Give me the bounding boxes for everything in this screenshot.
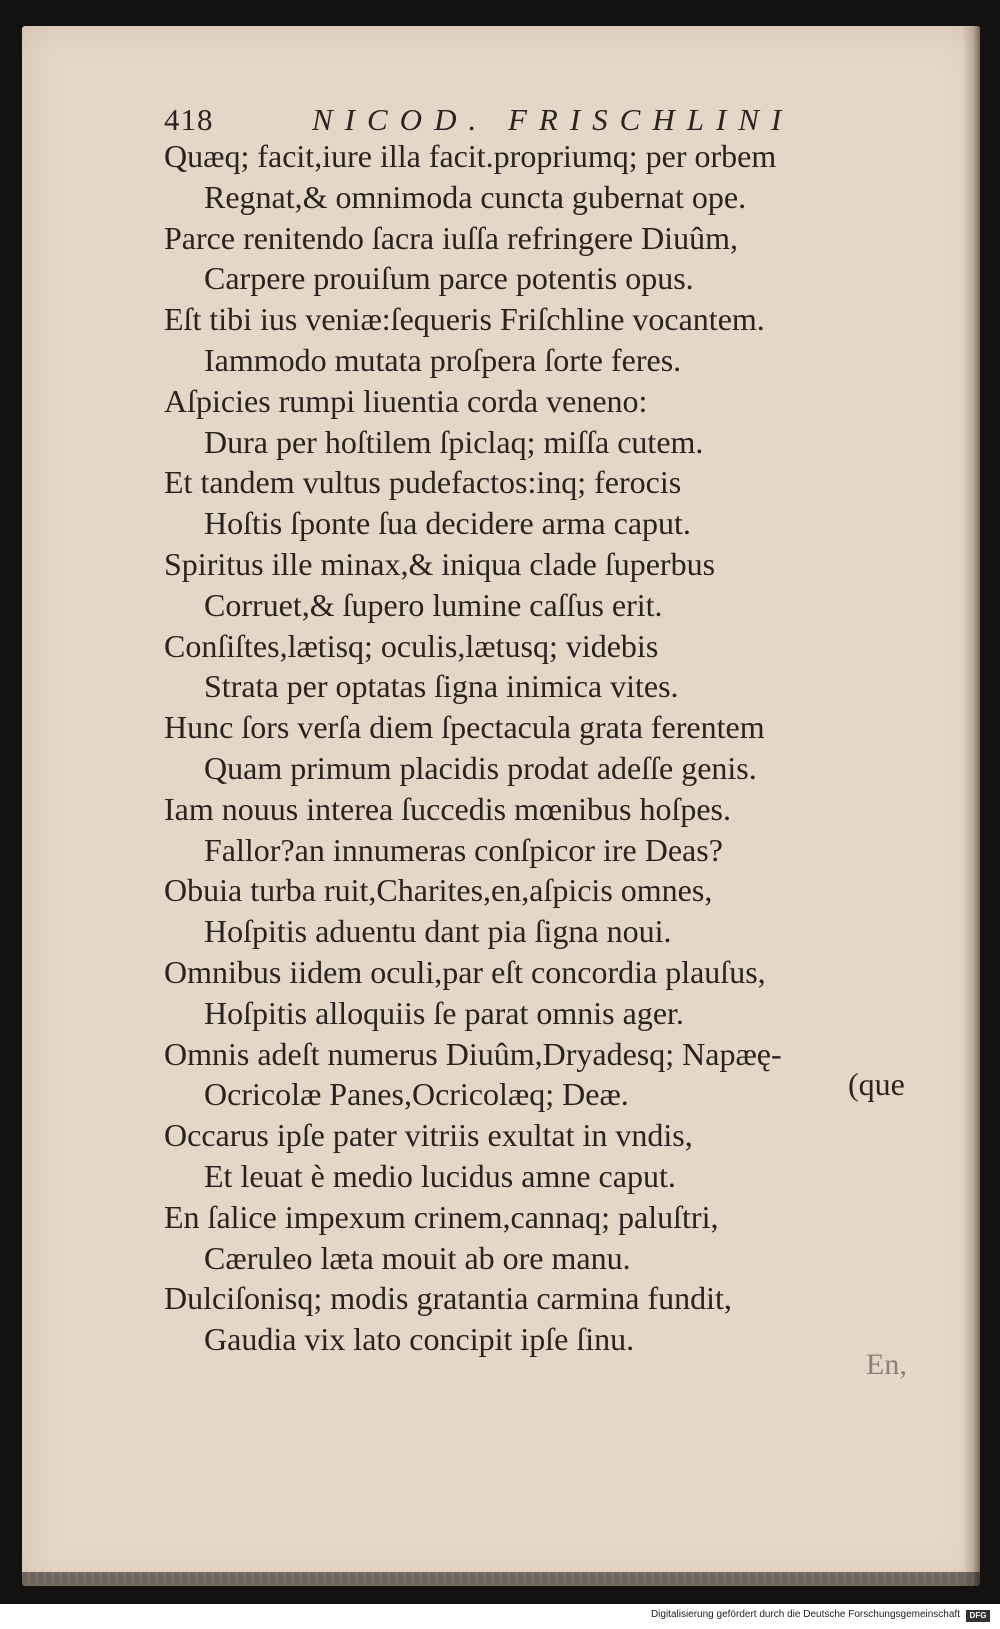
verse-line: Carpere prouiſum parce potentis opus. <box>204 260 694 297</box>
page-gutter-shadow <box>962 26 980 1586</box>
verse-line: Regnat,& omnimoda cuncta gubernat ope. <box>204 178 747 215</box>
verse-line: Spiritus ille minax,& iniqua clade ſuperbus <box>164 545 716 582</box>
verse-line: Conſiſtes,lætisq; oculis,lætusq; videbis <box>164 627 659 664</box>
verse-line: En ſalice impexum crinem,cannaq; paluſtri, <box>164 1198 719 1235</box>
verse-line: Corruet,& ſupero lumine caſſus erit. <box>204 586 663 623</box>
verse-line: Aſpicies rumpi liuentia corda veneno: <box>164 382 648 419</box>
verse-line: Hoſpitis aduentu dant pia ſigna noui. <box>204 913 672 950</box>
verse-line: Parce renitendo ſacra iuſſa refringere Diuûm, <box>164 219 738 256</box>
verse-line: Iammodo mutata proſpera ſorte feres. <box>204 341 682 378</box>
verse-line: Hunc ſors verſa diem ſpectacula grata ferentem <box>164 709 765 746</box>
verse-line: Obuia turba ruit,Charites,en,aſpicis omnes, <box>164 872 713 909</box>
verse-text <box>164 136 954 1360</box>
verse-line: Dura per hoſtilem ſpiclaq; miſſa cutem. <box>204 423 704 460</box>
catchword: En, <box>866 1348 907 1381</box>
verse-line: Occarus ipſe pater vitriis exultat in vndis, <box>164 1117 693 1154</box>
verse-line: Hoſpitis alloquiis ſe parat omnis ager. <box>204 994 684 1031</box>
dfg-logo: DFG <box>966 1610 990 1622</box>
page-number: 418 <box>164 102 214 137</box>
verse-line: Ocricolæ Panes,Ocricolæq; Deæ. <box>204 1076 629 1113</box>
verse-line: Hoſtis ſponte ſua decidere arma caput. <box>204 505 691 542</box>
verse-line: Quæq; facit,iure illa facit.propriumq; per orbem <box>164 138 777 174</box>
verse-line: Omnis adeſt numerus Diuûm,Dryadesq; Napæę- <box>164 1035 782 1072</box>
verse-line: Fallor?an innumeras conſpicor ire Deas? <box>204 831 723 868</box>
verse-line: Gaudia vix lato concipit ipſe ſinu. <box>204 1321 635 1358</box>
running-title: NICOD. FRISCHLINI <box>312 102 794 137</box>
verse-line: Iam nouus interea ſuccedis mœnibus hoſpes. <box>164 790 731 827</box>
marginal-note: (que <box>848 1066 905 1102</box>
verse-line: Cæruleo læta mouit ab ore manu. <box>204 1239 631 1276</box>
funding-credit: Digitalisierung gefördert durch die Deutsche Forschungsgemeinschaft <box>650 1609 960 1620</box>
verse-line: Et tandem vultus pudefactos:inq; ferocis <box>164 464 682 501</box>
verse-line: Quam primum placidis prodat adeſſe genis. <box>204 749 757 786</box>
page-edge <box>22 1572 980 1586</box>
verse-line: Et leuat è medio lucidus amne caput. <box>204 1157 676 1194</box>
verse-line: Omnibus iidem oculi,par eſt concordia plauſus, <box>164 953 766 990</box>
verse-line: Strata per optatas ſigna inimica vites. <box>204 668 679 705</box>
verse-line: Dulciſonisq; modis gratantia carmina fundit, <box>164 1280 732 1317</box>
footer-bar <box>0 1604 1000 1629</box>
verse-line: Eſt tibi ius veniæ:ſequeris Friſchline vocantem. <box>164 301 765 338</box>
